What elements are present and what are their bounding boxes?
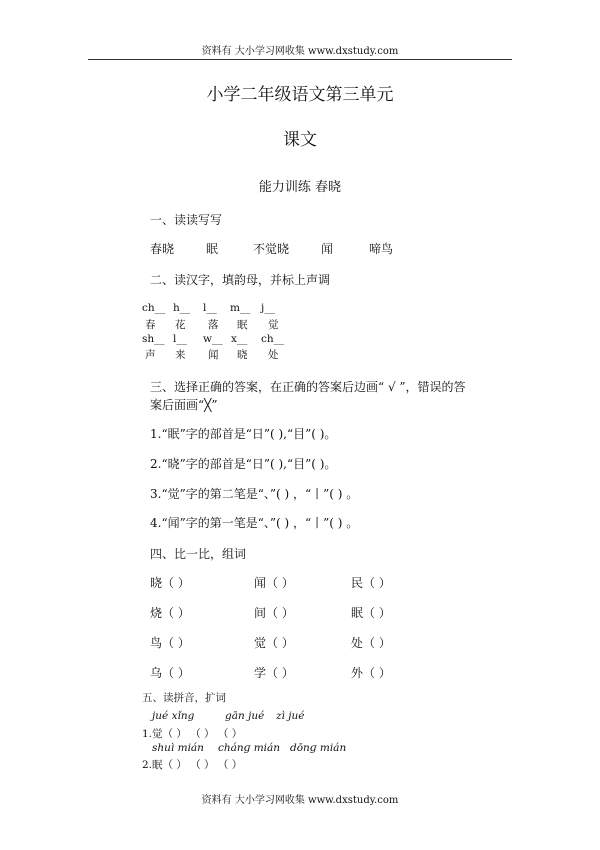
section5-heading: 五、读拼音，扩词 xyxy=(142,692,226,704)
pinyin-label: gān jué xyxy=(225,710,265,722)
hanzi: 春 xyxy=(145,319,156,331)
section3-heading-line1: 三、选择正确的答案，在正确的答案后边画“ √ ”，错误的答 xyxy=(150,380,466,394)
pinyin-label: jué xǐng xyxy=(152,710,195,722)
compare-item: 乌（ ） xyxy=(150,666,190,680)
pinyin-blank: ch__ xyxy=(261,333,285,345)
word-item: 闻 xyxy=(321,242,334,256)
word-item: 啼鸟 xyxy=(369,242,394,256)
compare-item: 处（ ） xyxy=(351,636,391,650)
hanzi: 处 xyxy=(268,349,279,361)
expand-word-item: 1.觉（ ） （ ） （ ） xyxy=(142,728,243,740)
hanzi: 来 xyxy=(175,349,186,361)
question-item: 4.“闻”字的第一笔是“、”( ) ，“丨”( ) 。 xyxy=(150,516,359,530)
compare-item: 学（ ） xyxy=(254,666,294,680)
pinyin-blank: l__ xyxy=(173,333,187,345)
word-item: 不觉晓 xyxy=(253,242,290,256)
expand-word-item: 2.眠（ ） （ ） （ ） xyxy=(142,759,243,771)
hanzi: 闻 xyxy=(208,349,219,361)
compare-item: 间（ ） xyxy=(254,606,294,620)
section4-heading: 四、比一比，组词 xyxy=(150,547,247,561)
compare-item: 外（ ） xyxy=(351,666,391,680)
compare-item: 觉（ ） xyxy=(254,636,294,650)
pinyin-blank: w__ xyxy=(203,333,223,345)
page-header: 资料有 大小学习网收集 www.dxstudy.com xyxy=(201,46,399,57)
question-item: 1.“眠”字的部首是“日”( ),“目”( )。 xyxy=(150,427,337,441)
question-item: 2.“晓”字的部首是“日”( ),“目”( )。 xyxy=(150,457,337,471)
page-subtitle: 课文 xyxy=(283,130,317,150)
hanzi: 觉 xyxy=(268,319,279,331)
compare-item: 闻（ ） xyxy=(254,576,294,590)
section2-heading: 二、读汉字，填韵母，并标上声调 xyxy=(150,273,331,287)
pinyin-label: zì jué xyxy=(276,710,305,722)
word-item: 眠 xyxy=(206,242,219,256)
hanzi: 花 xyxy=(175,319,186,331)
pinyin-blank: h__ xyxy=(173,302,191,314)
compare-item: 民（ ） xyxy=(351,576,391,590)
question-item: 3.“觉”字的第二笔是“、”( ) ，“丨”( ) 。 xyxy=(150,487,359,501)
pinyin-blank: ch__ xyxy=(142,302,166,314)
hanzi: 晓 xyxy=(237,349,248,361)
hanzi: 声 xyxy=(145,349,156,361)
pinyin-label: chánɡ mián xyxy=(218,742,281,754)
section3-heading-line2: 案后面画“╳” xyxy=(150,398,218,412)
compare-item: 晓（ ） xyxy=(150,576,190,590)
pinyin-blank: x__ xyxy=(231,333,248,345)
hanzi: 落 xyxy=(208,319,219,331)
pinyin-blank: sh__ xyxy=(142,333,165,345)
word-item: 春晓 xyxy=(150,242,175,256)
pinyin-label: shuì mián xyxy=(152,742,204,754)
compare-item: 烧（ ） xyxy=(150,606,190,620)
hanzi: 眠 xyxy=(237,319,248,331)
pinyin-blank: j__ xyxy=(261,302,275,314)
section1-heading: 一、读读写写 xyxy=(150,213,223,227)
page-title: 小学二年级语文第三单元 xyxy=(206,85,394,105)
pinyin-label: dōnɡ mián xyxy=(290,742,347,754)
pinyin-blank: m__ xyxy=(230,302,251,314)
compare-item: 眠（ ） xyxy=(351,606,391,620)
header-divider xyxy=(88,59,512,60)
pinyin-blank: l__ xyxy=(203,302,217,314)
lesson-title: 能力训练 春晓 xyxy=(258,180,342,195)
page-footer: 资料有 大小学习网收集 www.dxstudy.com xyxy=(201,795,399,806)
compare-item: 鸟（ ） xyxy=(150,636,190,650)
